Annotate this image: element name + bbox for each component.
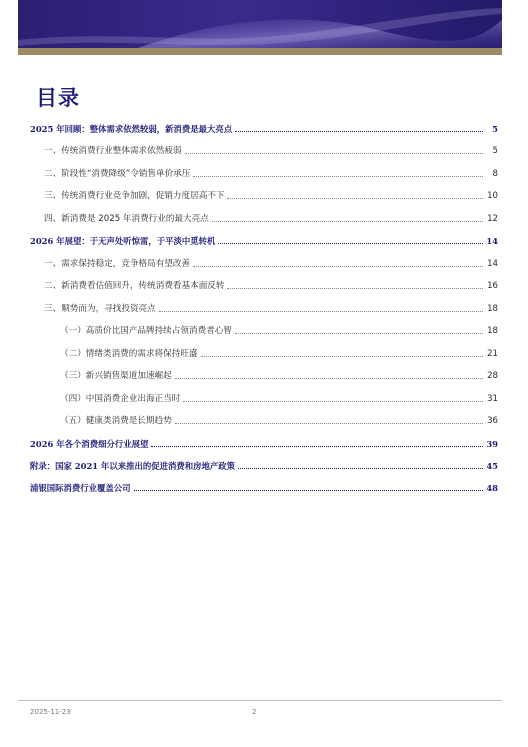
toc-entry-page: 45 <box>486 461 498 471</box>
toc-entry-label: 二、新消费看估值回升，传统消费看基本面反转 <box>44 281 225 291</box>
toc-entry-label: （四）中国消费企业出海正当时 <box>60 394 181 404</box>
toc-entry-label: 一、需求保持稳定，竞争格局有望改善 <box>44 259 191 269</box>
toc-entry[interactable] <box>30 297 498 315</box>
toc-leader-dots <box>238 468 483 469</box>
toc-entry[interactable] <box>30 319 498 337</box>
toc-entry-label: 2026 年展望：于无声处听惊雷，于平淡中觅转机 <box>30 236 216 246</box>
toc-leader-dots <box>193 176 483 177</box>
toc-leader-dots <box>183 401 483 402</box>
toc-entry[interactable] <box>30 432 498 450</box>
toc-entry[interactable] <box>30 229 498 247</box>
toc-entry[interactable] <box>30 342 498 360</box>
toc-entry-page: 8 <box>492 169 498 179</box>
toc-entry[interactable] <box>30 409 498 427</box>
toc-entry-page: 39 <box>486 439 498 449</box>
toc-entry-page: 48 <box>486 483 498 493</box>
toc-entry-page: 18 <box>487 326 498 336</box>
toc-leader-dots <box>201 356 483 357</box>
toc-entry-page: 16 <box>487 281 498 291</box>
toc-leader-dots <box>212 221 483 222</box>
toc-entry-page: 21 <box>487 349 498 359</box>
toc-leader-dots <box>175 378 483 379</box>
toc-leader-dots <box>159 311 483 312</box>
toc-entry[interactable] <box>30 476 498 494</box>
toc-entry[interactable] <box>30 387 498 405</box>
toc-entry[interactable] <box>30 139 498 157</box>
toc-entry[interactable] <box>30 162 498 180</box>
toc-entry[interactable] <box>30 252 498 270</box>
footer-page-number: 2 <box>252 708 257 716</box>
toc-entry-label: 2025 年回顾：整体需求依然较弱，新消费是最大亮点 <box>30 124 233 134</box>
header-banner <box>18 0 502 55</box>
toc-entry-page: 36 <box>487 416 498 426</box>
toc-entry-page: 14 <box>486 236 498 246</box>
toc-entry-page: 14 <box>487 259 498 269</box>
toc-entry-label: 附录：国家 2021 年以来推出的促进消费和房地产政策 <box>30 461 236 471</box>
toc-entry-label: 一、传统消费行业整体需求依然疲弱 <box>44 146 182 156</box>
toc-entry-label: 浦银国际消费行业覆盖公司 <box>30 483 131 493</box>
footer-divider <box>18 700 502 701</box>
toc-entry[interactable] <box>30 364 498 382</box>
toc-leader-dots <box>185 153 483 154</box>
toc-entry-page: 31 <box>487 394 498 404</box>
toc-entry[interactable] <box>30 117 498 135</box>
toc-entry-label: 2026 年各个消费细分行业展望 <box>30 439 149 449</box>
toc-entry-label: 二、阶段性“消费降级”令销售单价承压 <box>44 169 191 179</box>
toc-leader-dots <box>235 333 483 334</box>
toc-entry-page: 18 <box>487 304 498 314</box>
toc-entry[interactable] <box>30 454 498 472</box>
page-title: 目录 <box>36 86 80 110</box>
toc-entry-page: 12 <box>487 214 498 224</box>
toc-entry-label: （二）情绪类消费的需求将保持旺盛 <box>60 349 198 359</box>
toc-entry-label: 四、新消费是 2025 年消费行业的最大亮点 <box>44 214 209 224</box>
toc-leader-dots <box>227 288 483 289</box>
toc-leader-dots <box>227 198 483 199</box>
toc-entry-page: 5 <box>492 124 498 134</box>
toc-leader-dots <box>134 490 484 491</box>
toc-entry-label: （三）新兴销售渠道加速崛起 <box>60 371 172 381</box>
toc-entry-label: 三、传统消费行业竞争加剧，促销力度居高不下 <box>44 191 225 201</box>
toc-entry-label: 三、顺势而为，寻找投资亮点 <box>44 304 156 314</box>
toc-entry-page: 28 <box>487 371 498 381</box>
toc-entry[interactable] <box>30 184 498 202</box>
footer-date: 2025-11-23 <box>30 708 71 716</box>
toc-leader-dots <box>175 423 483 424</box>
toc-entry-page: 5 <box>492 146 498 156</box>
toc-leader-dots <box>193 266 483 267</box>
toc-entry[interactable] <box>30 274 498 292</box>
toc-leader-dots <box>218 243 483 244</box>
toc-entry[interactable] <box>30 207 498 225</box>
toc-leader-dots <box>151 446 483 447</box>
toc-entry-label: （五）健康类消费是长期趋势 <box>60 416 172 426</box>
toc-leader-dots <box>235 131 483 132</box>
toc-entry-label: （一）高质价比国产品牌持续占领消费者心智 <box>60 326 232 336</box>
toc-entry-page: 10 <box>487 191 498 201</box>
